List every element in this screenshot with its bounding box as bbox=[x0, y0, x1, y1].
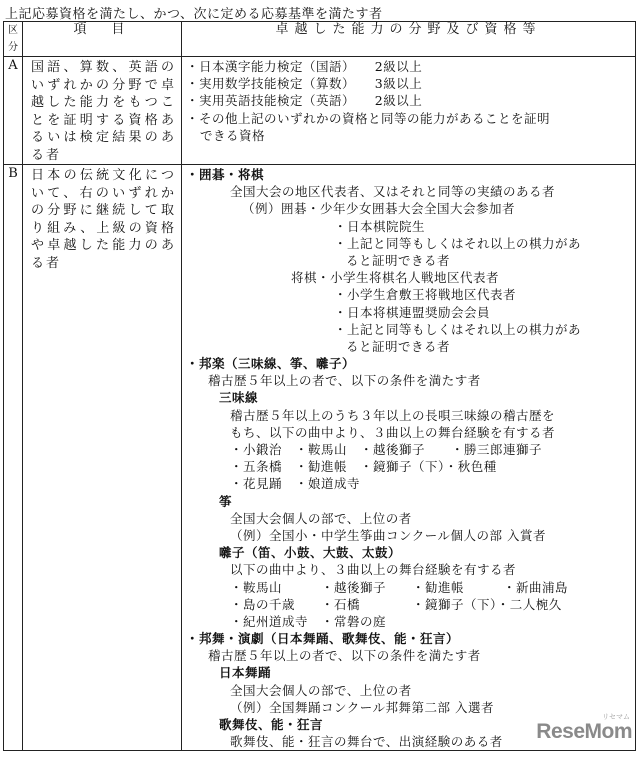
logo-text: ReseMom bbox=[536, 720, 632, 743]
header-item: 項 目 bbox=[23, 22, 182, 57]
qualification-line: 稽古歴５年以上の者で、以下の条件を満たす者 bbox=[208, 373, 481, 389]
qualification-line: ・邦舞・演劇（日本舞踊、歌舞伎、能・狂言） bbox=[186, 631, 460, 647]
qualification-line: ・日本漢字能力検定（国語） 2級以上 bbox=[186, 59, 423, 74]
qualification-line: 日本舞踊 bbox=[219, 665, 272, 681]
row-qualifications bbox=[182, 165, 636, 751]
row-description: 日本の伝統文化について、右のいずれかの分野に継続して取り組み、上級の資格や卓越した能力のある者 bbox=[31, 168, 176, 271]
qualification-line: 歌舞伎、能・狂言 bbox=[219, 717, 324, 732]
table-header-row bbox=[4, 22, 636, 57]
qualification-line: ・島の千歳 ・石橋 ・鏡獅子（下）・二人椀久 bbox=[230, 596, 562, 612]
qualification-line: （例）囲碁・少年少女囲碁大会全国大会参加者 bbox=[242, 201, 516, 217]
qualification-line: ・小学生倉敷王将戦地区代表者 bbox=[334, 287, 517, 303]
qualification-line: 全国大会個人の部で、上位の者 bbox=[230, 682, 412, 698]
row-item-cell bbox=[23, 165, 182, 751]
qualification-line: 以下の曲中より、３曲以上の舞台経験を有する者 bbox=[230, 562, 517, 578]
qualification-line: ・小鍛治 ・鞍馬山 ・越後獅子 ・勝三郎連獅子 bbox=[230, 442, 543, 457]
qualification-line: 全国大会の地区代表者、又はそれと同等の実績のある者 bbox=[230, 184, 556, 200]
qualification-line: 将棋・小学生将棋名人戦地区代表者 bbox=[291, 270, 500, 286]
qualification-line: （例）全国小・中学生筝曲コンクール個人の部 入賞者 bbox=[230, 527, 546, 543]
table-row bbox=[4, 165, 636, 751]
qualification-line: 三味線 bbox=[219, 390, 259, 406]
logo-mark: リセマム bbox=[602, 714, 630, 721]
qualification-line: ・実用英語技能検定（英語） 2級以上 bbox=[186, 93, 423, 109]
qualification-line: ると証明できる者 bbox=[346, 252, 451, 268]
table-body bbox=[4, 57, 636, 751]
criteria-table bbox=[3, 21, 636, 751]
qualification-line: ・その他上記のいずれかの資格と同等の能力があることを証明 bbox=[186, 110, 551, 126]
header-kubun: 区分 bbox=[4, 22, 23, 57]
qualification-line: （例）全国舞踊コンクール邦舞第二部 入選者 bbox=[230, 699, 494, 715]
qualification-line: 稽古歴５年以上の者で、以下の条件を満たす者 bbox=[208, 648, 481, 664]
qualification-line: ・囲碁・将棋 bbox=[186, 167, 265, 182]
qualification-line: ・日本棋院院生 bbox=[334, 218, 426, 234]
qualification-line: 囃子（笛、小鼓、大鼓、太鼓） bbox=[219, 545, 402, 561]
qualification-line: ると証明できる者 bbox=[346, 338, 451, 354]
qualification-line: もち、以下の曲中より、３曲以上の舞台経験を有する者 bbox=[230, 424, 556, 440]
qualification-line: ・実用数学技能検定（算数） 3級以上 bbox=[186, 76, 423, 92]
row-description: 国語、算数、英語のいずれかの分野で卓越した能力をもつことを証明する資格あるいは検定結果のある者 bbox=[31, 60, 176, 163]
qualification-line: ・鞍馬山 ・越後獅子 ・勧進帳 ・新曲浦島 bbox=[230, 579, 569, 595]
qualification-line: 筝 bbox=[219, 493, 233, 509]
row-qualifications bbox=[182, 57, 636, 165]
resemom-logo bbox=[536, 714, 632, 744]
qualification-line: 稽古歴５年以上のうち３年以上の長唄三味線の稽古歴を bbox=[230, 407, 556, 423]
table-row bbox=[4, 57, 636, 165]
row-item-cell bbox=[23, 57, 182, 165]
qualification-line: ・五条橋 ・勧進帳 ・鏡獅子（下）・秋色種 bbox=[230, 459, 497, 475]
qualification-line: ・日本将棋連盟奨励会会員 bbox=[334, 304, 491, 320]
qualification-line: ・上記と同等もしくはそれ以上の棋力があ bbox=[334, 235, 582, 251]
row-code: B bbox=[4, 165, 23, 751]
qualification-line: ・紀州道成寺 ・常磐の庭 bbox=[230, 613, 387, 629]
qualification-line: 歌舞伎、能・狂言の舞台で、出演経験のある者 bbox=[230, 734, 503, 750]
intro-text: 上記応募資格を満たし、かつ、次に定める応募基準を満たす者 bbox=[5, 7, 383, 22]
qualification-line: ・邦楽（三味線、筝、囃子） bbox=[186, 356, 356, 372]
row-code: A bbox=[4, 57, 23, 165]
qualification-line: ・花見踊 ・娘道成寺 bbox=[230, 476, 361, 492]
qualification-line: ・上記と同等もしくはそれ以上の棋力があ bbox=[334, 321, 582, 337]
header-field: 卓越した能力の分野及び資格等 bbox=[182, 22, 636, 57]
qualification-line: 全国大会個人の部で、上位の者 bbox=[230, 510, 412, 526]
qualification-line: できる資格 bbox=[200, 127, 266, 143]
